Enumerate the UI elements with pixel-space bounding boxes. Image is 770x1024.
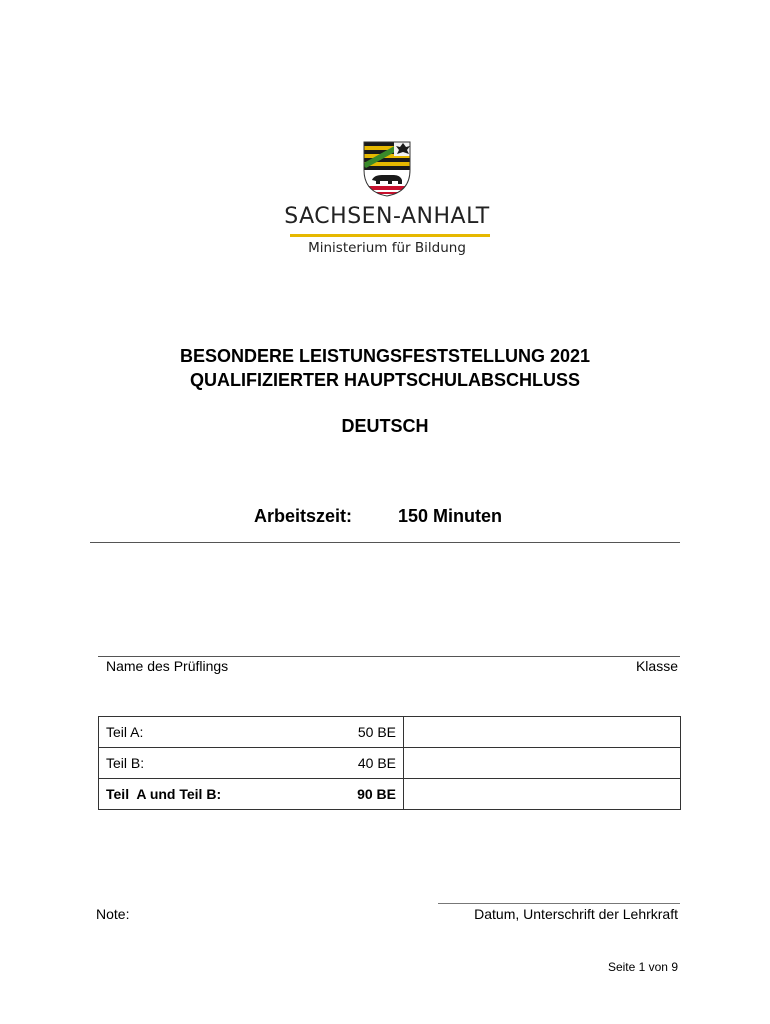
logo-divider xyxy=(290,234,490,237)
table-row xyxy=(99,748,681,779)
table-row xyxy=(99,717,681,748)
student-name-label: Name des Prüflings xyxy=(106,658,229,674)
logo-title: SACHSEN-ANHALT xyxy=(284,204,490,229)
score-entry-cell[interactable] xyxy=(404,717,681,748)
table-row-total xyxy=(99,779,681,810)
ministry-logo xyxy=(282,136,492,266)
grade-note-label: Note: xyxy=(96,906,130,922)
score-entry-cell[interactable] xyxy=(404,779,681,810)
signature-line xyxy=(438,903,680,904)
score-table xyxy=(98,716,681,810)
exam-title-line1: BESONDERE LEISTUNGSFESTSTELLUNG 2021 xyxy=(179,346,591,366)
header-divider xyxy=(90,542,680,543)
exam-title-line2: QUALIFIZIERTER HAUPTSCHULABSCHLUSS xyxy=(190,370,580,390)
score-value: 40 BE xyxy=(327,748,404,779)
score-value: 50 BE xyxy=(327,717,404,748)
class-label: Klasse xyxy=(635,658,678,674)
score-label: Teil A: xyxy=(99,717,328,748)
name-line xyxy=(98,656,680,657)
score-entry-cell[interactable] xyxy=(404,748,681,779)
page-number: Seite 1 von 9 xyxy=(607,960,678,974)
logo-subtitle: Ministerium für Bildung xyxy=(308,240,466,256)
coat-of-arms-icon xyxy=(362,140,412,198)
score-label: Teil B: xyxy=(99,748,328,779)
score-value: 90 BE xyxy=(327,779,404,810)
worktime-value: 150 Minuten xyxy=(398,506,503,526)
exam-subject: DEUTSCH xyxy=(341,416,429,436)
worktime-label: Arbeitszeit: xyxy=(254,506,353,526)
score-label: Teil A und Teil B: xyxy=(99,779,328,810)
signature-label: Datum, Unterschrift der Lehrkraft xyxy=(474,906,678,922)
